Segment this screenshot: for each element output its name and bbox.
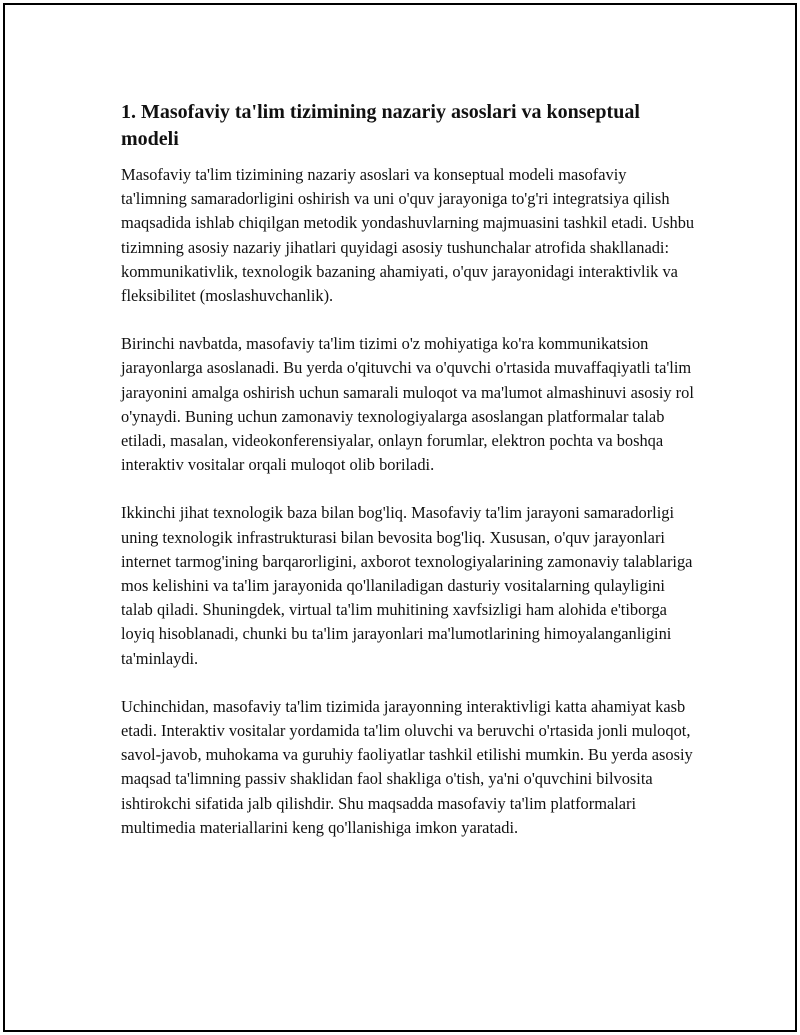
paragraph-technology: Ikkinchi jihat texnologik baza bilan bog'liq. Masofaviy ta'lim jarayoni samaradorligi uning texnologik infrastrukturasi bilan bevosita bog'liq. Xususan, o'quv jarayonlari internet tarmog'ining barqarorligini, axborot texnologiyalarining zamonaviy talablariga mos kelishini va ta'lim jarayonida qo'llaniladigan dasturiy vositalarning qulayligini talab qiladi. Shuningdek, virtual ta'lim muhitining xavfsizligi ham alohida e'tiborga loyiq hisoblanadi, chunki bu ta'lim jarayonlari ma'lumotlarining himoyalanganligini ta'minlaydi. — [121, 503, 693, 668]
paragraph-communication: Birinchi navbatda, masofaviy ta'lim tizimi o'z mohiyatiga ko'ra kommunikatsion jarayonlarga asoslanadi. Bu yerda o'qituvchi va o'quvchi o'rtasida muvaffaqiyatli ta'lim jarayonini amalga oshirish uchun samarali muloqot va ma'lumot almashinuvi asosiy rol o'ynaydi. Buning uchun zamonaviy texnologiyalarga asoslangan platformalar talab etiladi, masalan, videokonferensiyalar, onlayn forumlar, elektron pochta va boshqa interaktiv vositalar orqali muloqot olib boriladi. — [121, 334, 694, 475]
document-body — [121, 99, 696, 864]
paragraph-interactivity: Uchinchidan, masofaviy ta'lim tizimida jarayonning interaktivligi katta ahamiyat kasb etadi. Interaktiv vositalar yordamida ta'lim oluvchi va beruvchi o'rtasida jonli muloqot, savol-javob, muhokama va guruhiy faoliyatlar tashkil etilishi mumkin. Bu yerda asosiy maqsad ta'limning passiv shaklidan faol shakliga o'tish, ya'ni o'quvchini bilvosita ishtirokchi sifatida jalb qilishdir. Shu maqsadda masofaviy ta'lim platformalari multimedia materiallarini keng qo'llanishiga imkon yaratadi. — [121, 696, 693, 837]
section-heading: 1. Masofaviy ta'lim tizimining nazariy asoslari va konseptual modeli — [121, 101, 640, 150]
page-border — [3, 3, 797, 1032]
paragraph-introduction: Masofaviy ta'lim tizimining nazariy asoslari va konseptual modeli masofaviy ta'limning samaradorligini oshirish va uni o'quv jarayoniga to'g'ri integratsiya qilish maqsadida ishlab chiqilgan metodik yondashuvlarning majmuasini tashkil etadi. Ushbu tizimning asosiy nazariy jihatlari quyidagi asosiy tushunchalar atrofida shakllanadi: kommunikativlik, texnologik bazaning ahamiyati, o'quv jarayonidagi interaktivlik va fleksibilitet (moslashuvchanlik). — [121, 165, 695, 306]
